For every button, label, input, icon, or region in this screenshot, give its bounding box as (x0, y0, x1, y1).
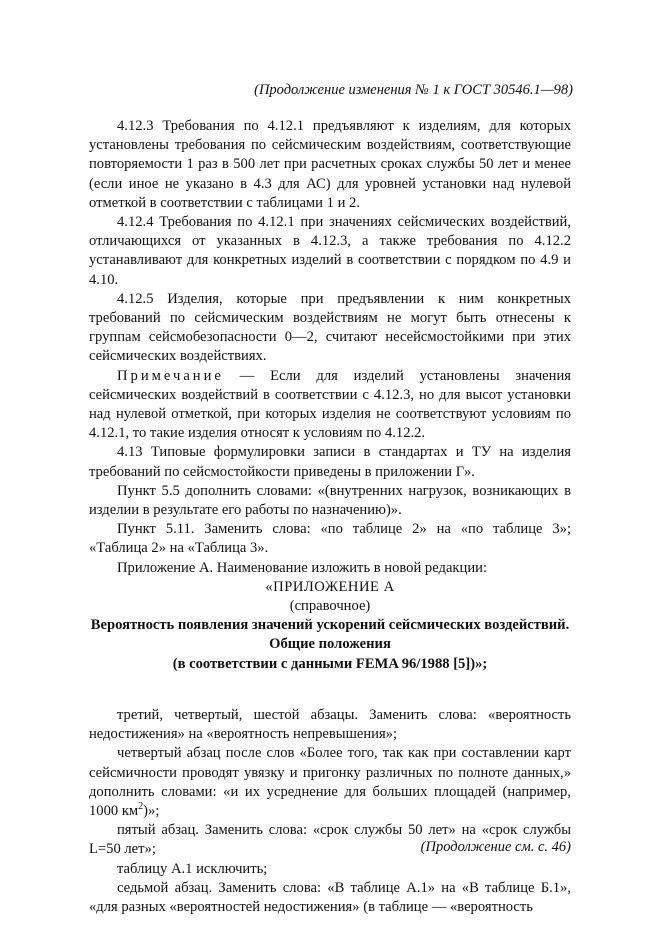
paragraph-5-5: Пункт 5.5 дополнить словами: «(внутренних нагрузок, возникающих в изделии в результате его работы по назначению)». (89, 482, 571, 519)
paragraph-appendix-rename: Приложение А. Наименование изложить в новой редакции: (117, 559, 487, 576)
appendix-subtitle: (справочное) (289, 598, 371, 615)
paragraph-4-12-3: 4.12.3 Требования по 4.12.1 предъявляют к изделиям, для которых установлены требования по сейсмическим воздействиям, соответствующие повторяемости 1 раз в 500 лет при расчетных сроках службы 50 лет и менее (если иное не указано в 4.3 для АС) для уровней установки над нулевой отметкой в соответствии с таблицами 1 и 2. (89, 118, 571, 211)
change-paragraph-3: пятый абзац. Заменить слова: «срок службы 50 лет» на «срок службы L=50 лет»; (89, 822, 571, 858)
superscript-2: 2 (138, 801, 144, 813)
change-paragraph-5: седьмой абзац. Заменить слова: «В таблице А.1» на «В таблице Б.1», «для разных «вероятностей недостижения» (в таблице — «вероятность (89, 879, 571, 915)
appendix-source: (в соответствии с данными FEMA 96/1988 [5])»; (172, 655, 488, 672)
document-body (89, 117, 571, 917)
note-label: Примечание (117, 367, 224, 384)
change-2-text: четвертый абзац после слов «Более того, так как при составлении карт сейсмичности проводят увязку и пригонку различных по полноте данных,» дополнить словами: «и их усреднение для больших площадей (например, 1000 км (89, 745, 571, 819)
change-2-tail: )»; (143, 802, 160, 819)
continuation-footer: (Продолжение см. с. 46) (420, 839, 571, 855)
continuation-header: (Продолжение изменения № 1 к ГОСТ 30546.1—98) (254, 82, 573, 98)
note-paragraph (89, 367, 571, 444)
change-paragraph-1: третий, четвертый, шестой абзацы. Заменить слова: «вероятность недостижения» на «вероятность непревышения»; (89, 706, 571, 743)
paragraph-5-11: Пункт 5.11. Заменить слова: «по таблице 2» на «по таблице 3»; «Таблица 2» на «Таблица 3». (89, 521, 571, 557)
appendix-subheading: Общие положения (269, 636, 391, 653)
section-gap (89, 674, 571, 706)
paragraph-4-13: 4.13 Типовые формулировки записи в стандартах и ТУ на изделия требований по сейсмостойкости приведены в приложении Г». (89, 444, 571, 480)
change-paragraph-4: таблицу А.1 исключить; (117, 860, 268, 877)
note-text: — Если для изделий установлены значения сейсмических воздействий в соответствии с 4.12.3, но для высот установки над нулевой отметкой, при которых изделия не соответствуют условиям по 4.12.1, то такие изделия относят к условиям по 4.12.2. (89, 367, 571, 442)
paragraph-4-12-4: 4.12.4 Требования по 4.12.1 при значениях сейсмических воздействий, отличающихся от указанных в 4.12.3, а также требования по 4.12.2 устанавливают для конкретных изделий в соответствии с порядком по 4.9 и 4.10. (89, 214, 571, 288)
appendix-heading: Вероятность появления значений ускорений сейсмических воздействий. (90, 617, 570, 634)
change-paragraph-2 (89, 744, 571, 821)
appendix-title: «ПРИЛОЖЕНИЕ А (265, 578, 395, 595)
paragraph-4-12-5: 4.12.5 Изделия, которые при предъявлении к ним конкретных требований по сейсмическим воздействиям не могут быть отнесены к группам сейсмобезопасности 0—2, считают несейсмостойкими при этих сейсмических воздействиях. (89, 290, 571, 365)
